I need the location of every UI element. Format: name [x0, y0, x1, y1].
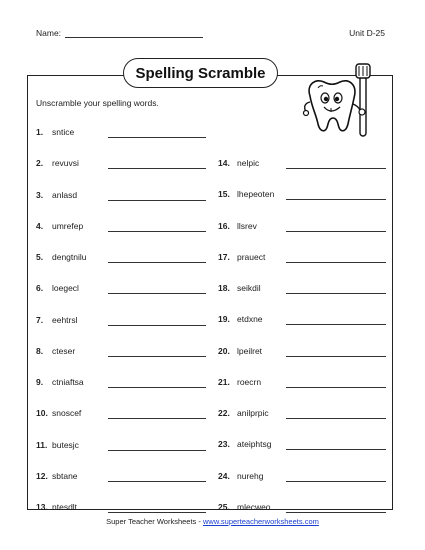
word-row — [218, 471, 388, 483]
scrambled-word: dengtnilu — [52, 252, 87, 262]
word-number: 22. — [218, 408, 230, 418]
word-number: 1. — [36, 127, 44, 137]
word-row — [218, 346, 388, 358]
word-number: 23. — [218, 439, 230, 450]
answer-blank[interactable] — [286, 418, 386, 419]
answer-blank[interactable] — [286, 168, 386, 169]
word-row — [218, 252, 388, 264]
answer-blank[interactable] — [108, 137, 206, 138]
word-row — [36, 221, 206, 233]
scrambled-word: ntesdlt — [52, 502, 78, 512]
word-number: 20. — [218, 345, 230, 356]
answer-blank[interactable] — [108, 356, 206, 357]
answer-blank[interactable] — [108, 512, 206, 513]
scrambled-word: nurehg — [237, 470, 264, 481]
scrambled-word: mlecweo — [237, 501, 271, 512]
answer-blank[interactable] — [108, 418, 206, 419]
answer-blank[interactable] — [286, 481, 386, 482]
word-row — [36, 377, 206, 389]
word-number: 7. — [36, 314, 44, 325]
scrambled-word: anlasd — [52, 189, 78, 200]
answer-blank[interactable] — [286, 387, 386, 388]
unit-label: Unit D-25 — [349, 28, 385, 38]
word-row — [218, 158, 388, 170]
answer-blank[interactable] — [108, 481, 206, 482]
footer-text: Super Teacher Worksheets - — [106, 517, 203, 526]
footer — [0, 517, 425, 526]
answer-blank[interactable] — [286, 512, 386, 513]
word-number: 12. — [36, 470, 48, 481]
word-number: 18. — [218, 283, 230, 293]
word-row — [218, 314, 388, 326]
word-number: 11. — [36, 439, 48, 450]
word-row — [218, 283, 388, 295]
scrambled-word: butesjc — [52, 439, 79, 450]
footer-link[interactable]: www.superteacherworksheets.com — [202, 517, 319, 526]
word-row — [218, 377, 388, 389]
word-row — [218, 439, 388, 451]
word-number: 17. — [218, 251, 230, 262]
scrambled-word: ateiphtsg — [237, 439, 272, 450]
word-row — [36, 190, 206, 202]
word-number: 2. — [36, 158, 44, 169]
word-row — [36, 408, 206, 420]
word-number: 19. — [218, 314, 230, 325]
word-row — [36, 283, 206, 295]
word-row — [218, 189, 388, 201]
word-number: 16. — [218, 220, 230, 231]
tooth-with-toothbrush-icon — [300, 62, 382, 150]
scrambled-word: etdxne — [237, 314, 263, 325]
word-number: 13. — [36, 502, 48, 512]
scrambled-word: revuvsi — [52, 158, 79, 169]
word-row — [36, 252, 206, 264]
word-row — [36, 502, 206, 514]
scrambled-word: lhepeoten — [237, 189, 275, 200]
word-number: 9. — [36, 377, 44, 387]
word-row — [36, 346, 206, 358]
word-row — [218, 502, 388, 514]
name-label: Name: — [36, 28, 62, 38]
word-row — [36, 127, 206, 139]
scrambled-word: anilprpic — [237, 408, 269, 418]
answer-blank[interactable] — [286, 199, 386, 200]
word-number: 8. — [36, 345, 44, 356]
word-row — [218, 221, 388, 233]
word-number: 21. — [218, 376, 230, 387]
scrambled-word: eehtrsl — [52, 314, 78, 325]
answer-blank[interactable] — [286, 356, 386, 357]
word-number: 10. — [36, 408, 48, 419]
answer-blank[interactable] — [108, 168, 206, 169]
answer-blank[interactable] — [108, 231, 206, 232]
word-number: 4. — [36, 220, 44, 231]
word-number: 15. — [218, 189, 230, 200]
word-number: 24. — [218, 470, 230, 481]
answer-blank[interactable] — [108, 293, 206, 294]
scrambled-word: seikdil — [237, 283, 261, 293]
worksheet-title: Spelling Scramble — [123, 58, 278, 88]
scrambled-word: roecrn — [237, 376, 262, 387]
word-number: 6. — [36, 283, 44, 294]
answer-blank[interactable] — [286, 293, 386, 294]
word-number: 3. — [36, 189, 44, 200]
word-row — [36, 158, 206, 170]
answer-blank[interactable] — [108, 200, 206, 201]
scrambled-word: loegecl — [52, 283, 79, 294]
answer-blank[interactable] — [108, 387, 206, 388]
word-row — [36, 440, 206, 452]
word-number: 5. — [36, 252, 44, 262]
answer-blank[interactable] — [108, 450, 206, 451]
answer-blank[interactable] — [286, 231, 386, 232]
instructions: Unscramble your spelling words. — [36, 98, 159, 108]
answer-blank[interactable] — [108, 325, 206, 326]
worksheet-header — [36, 28, 385, 42]
scrambled-word: umrefep — [52, 220, 84, 231]
scrambled-word: nelpic — [237, 158, 260, 168]
scrambled-word: ctniaftsa — [52, 377, 84, 387]
answer-blank[interactable] — [286, 449, 386, 450]
word-number: 14. — [218, 158, 230, 168]
scrambled-word: snoscef — [52, 408, 82, 419]
answer-blank[interactable] — [286, 324, 386, 325]
word-row — [36, 315, 206, 327]
word-row — [218, 408, 388, 420]
scrambled-word: sbtane — [52, 470, 78, 481]
word-number: 25. — [218, 501, 230, 512]
scrambled-word: sntice — [52, 127, 75, 137]
scrambled-word: cteser — [52, 345, 76, 356]
word-row — [36, 471, 206, 483]
scrambled-word: llsrev — [237, 220, 257, 231]
answer-blank[interactable] — [286, 262, 386, 263]
name-line[interactable] — [65, 37, 203, 38]
scrambled-word: lpeilret — [237, 345, 263, 356]
scrambled-word: prauect — [237, 251, 266, 262]
answer-blank[interactable] — [108, 262, 206, 263]
